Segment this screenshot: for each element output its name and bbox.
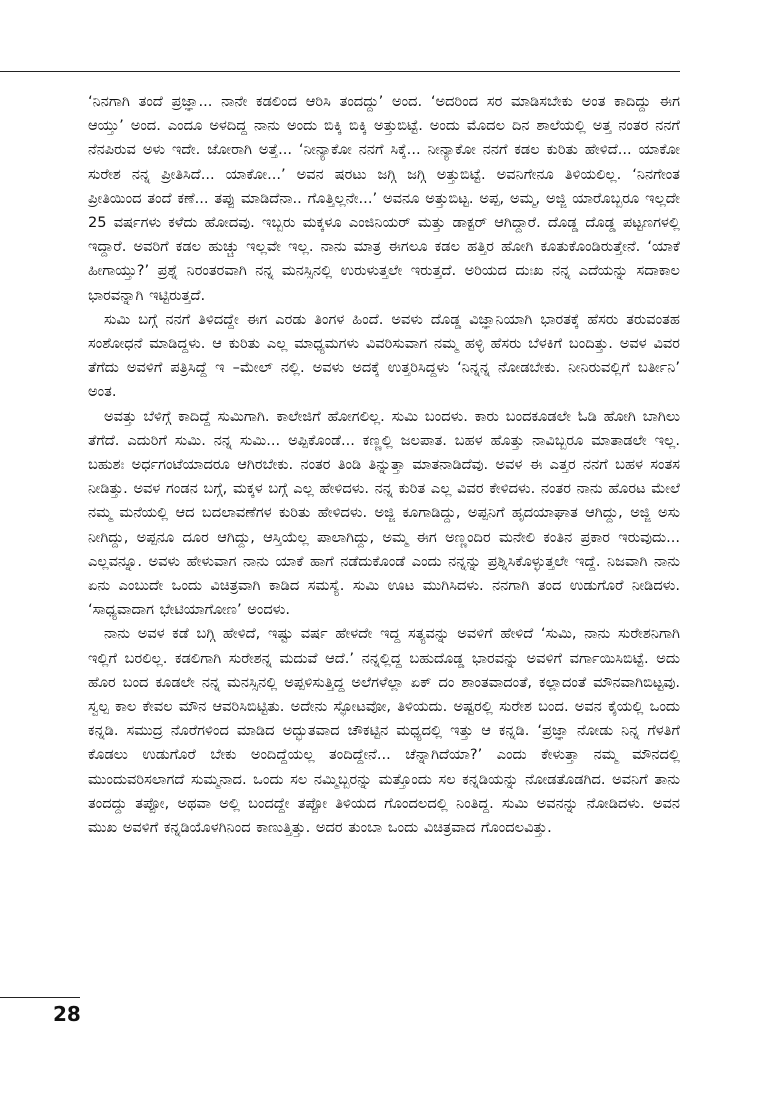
story-text [88, 90, 680, 840]
top-rule [0, 71, 680, 72]
paragraph: ‘ನಿನಗಾಗಿ ತಂದೆ ಪ್ರಜ್ಞಾ... ನಾನೇ ಕಡಲಿಂದ ಆರಿಸಿ ತಂದದ್ದು’ ಅಂದ. ‘ಅದರಿಂದ ಸರ ಮಾಡಿಸಬೇಕು ಅಂತ ಕಾದಿದ್ದು ಈಗ ಆಯ್ತು’ ಅಂದ. ಎಂದೂ ಅಳದಿದ್ದ ನಾನು ಅಂದು ಬಿಕ್ಕಿ ಬಿಕ್ಕಿ ಅತ್ತುಬಿಟ್ಟೆ. ಅಂದು ಮೊದಲ ದಿನ ಶಾಲೆಯಲ್ಲಿ ಅತ್ತ ನಂತರ ನನಗೆ ನೆನಪಿರುವ ಅಳು ಇದೇ. ಜೋರಾಗಿ ಅತ್ತೆ... ‘ನೀನ್ಯಾಕೋ ನನಗೆ ಸಿಕ್ಕೆ... ನೀನ್ಯಾಕೋ ನನಗೆ ಕಡಲ ಕುರಿತು ಹೇಳಿದೆ... ಯಾಕೋ ಸುರೇಶ ನನ್ನ ಪ್ರೀತಿಸಿದೆ... ಯಾಕೋ...’ ಅವನ ಷರಟು ಜಗ್ಗಿ ಜಗ್ಗಿ ಅತ್ತುಬಿಟ್ಟೆ. ಅವನಿಗೇನೂ ತಿಳಿಯಲಿಲ್ಲ. ‘ನಿನಗೇಂತ ಪ್ರೀತಿಯಿಂದ ತಂದೆ ಕಣೆ... ತಪ್ಪು ಮಾಡಿದೆನಾ.. ಗೊತ್ತಿಲ್ಲನೇ...’ ಅವನೂ ಅತ್ತುಬಿಟ್ಟ. ಅಪ್ಪ, ಅಮ್ಮ, ಅಜ್ಜಿ ಯಾರೊಬ್ಬರೂ ಇಲ್ಲದೇ 25 ವರ್ಷಗಳು ಕಳೆದು ಹೋದವು. ಇಬ್ಬರು ಮಕ್ಕಳೂ ಎಂಜಿನಿಯರ್ ಮತ್ತು ಡಾಕ್ಟರ್ ಆಗಿದ್ದಾರೆ. ದೊಡ್ಡ ದೊಡ್ಡ ಪಟ್ಟಣಗಳಲ್ಲಿ ಇದ್ದಾರೆ. ಅವರಿಗೆ ಕಡಲ ಹುಚ್ಚು ಇಲ್ಲವೇ ಇಲ್ಲ. ನಾನು ಮಾತ್ರ ಈಗಲೂ ಕಡಲ ಹತ್ತಿರ ಹೋಗಿ ಕೂತುಕೊಂಡಿರುತ್ತೇನೆ. ‘ಯಾಕೆ ಹೀಗಾಯ್ತು?’ ಪ್ರಶ್ನೆ ನಿರಂತರವಾಗಿ ನನ್ನ ಮನಸ್ಸಿನಲ್ಲಿ ಉರುಳುತ್ತಲೇ ಇರುತ್ತದೆ. ಅರಿಯದ ದುಃಖ ನನ್ನ ಎದೆಯನ್ನು ಸದಾಕಾಲ ಭಾರವನ್ನಾಗಿ ಇಟ್ಟಿರುತ್ತದೆ. [88, 93, 680, 304]
page-number: 28 [53, 1002, 81, 1026]
paragraph: ಅವತ್ತು ಬೆಳಿಗ್ಗೆ ಕಾದಿದ್ದೆ ಸುಮಿಗಾಗಿ. ಕಾಲೇಜಿಗೆ ಹೋಗಲಿಲ್ಲ. ಸುಮಿ ಬಂದಳು. ಕಾರು ಬಂದಕೂಡಲೇ ಓಡಿ ಹೋಗಿ ಬಾಗಿಲು ತೆಗೆದೆ. ಎದುರಿಗೆ ಸುಮಿ. ನನ್ನ ಸುಮಿ... ಅಪ್ಪಿಕೊಂಡೆ... ಕಣ್ಣಲ್ಲಿ ಜಲಪಾತ. ಬಹಳ ಹೊತ್ತು ನಾವಿಬ್ಬರೂ ಮಾತಾಡಲೇ ಇಲ್ಲ. ಬಹುಶಃ ಅರ್ಧಗಂಟೆಯಾದರೂ ಆಗಿರಬೇಕು. ನಂತರ ತಿಂಡಿ ತಿನ್ನುತ್ತಾ ಮಾತನಾಡಿದೆವು. ಅವಳ ಈ ಎತ್ತರ ನನಗೆ ಬಹಳ ಸಂತಸ ನೀಡಿತ್ತು. ಅವಳ ಗಂಡನ ಬಗ್ಗೆ, ಮಕ್ಕಳ ಬಗ್ಗೆ ಎಲ್ಲ ಹೇಳಿದಳು. ನನ್ನ ಕುರಿತ ಎಲ್ಲ ವಿವರ ಕೇಳಿದಳು. ನಂತರ ನಾನು ಹೊರಟ ಮೇಲೆ ನಮ್ಮ ಮನೆಯಲ್ಲಿ ಆದ ಬದಲಾವಣೆಗಳ ಕುರಿತು ಹೇಳಿದಳು. ಅಜ್ಜಿ ಕೂಗಾಡಿದ್ದು, ಅಪ್ಪನಿಗೆ ಹೃದಯಾಘಾತ ಆಗಿದ್ದು, ಅಜ್ಜಿ ಅಸು ನೀಗಿದ್ದು, ಅಪ್ಪನೂ ದೂರ ಆಗಿದ್ದು, ಆಸ್ತಿಯೆಲ್ಲ ಪಾಲಾಗಿದ್ದು, ಅಮ್ಮ ಈಗ ಅಣ್ಣಂದಿರ ಮನೇಲಿ ಕಂತಿನ ಪ್ರಕಾರ ಇರುವುದು... ಎಲ್ಲವನ್ನೂ. ಅವಳು ಹೇಳುವಾಗ ನಾನು ಯಾಕೆ ಹಾಗೆ ನಡೆದುಕೊಂಡೆ ಎಂದು ನನ್ನನ್ನು ಪ್ರಶ್ನಿಸಿಕೊಳ್ಳುತ್ತಲೇ ಇದ್ದೆ. ನಿಜವಾಗಿ ನಾನು ಏನು ಎಂಬುದೇ ಒಂದು ವಿಚಿತ್ರವಾಗಿ ಕಾಡಿದ ಸಮಸ್ಯೆ. ಸುಮಿ ಊಟ ಮುಗಿಸಿದಳು. ನನಗಾಗಿ ತಂದ ಉಡುಗೊರೆ ನೀಡಿದಳು. ‘ಸಾಧ್ಯವಾದಾಗ ಭೇಟಿಯಾಗೋಣ’ ಅಂದಳು. [88, 407, 680, 619]
page-number-rule [0, 997, 80, 998]
paragraph: ನಾನು ಅವಳ ಕಡೆ ಬಗ್ಗಿ ಹೇಳಿದೆ, ಇಷ್ಟು ವರ್ಷ ಹೇಳದೇ ಇದ್ದ ಸತ್ಯವನ್ನು ಅವಳಿಗೆ ಹೇಳಿದೆ ‘ಸುಮಿ, ನಾನು ಸುರೇಶನಿಗಾಗಿ ಇಲ್ಲಿಗೆ ಬರಲಿಲ್ಲ. ಕಡಲಿಗಾಗಿ ಸುರೇಶನ್ನ ಮದುವೆ ಆದೆ.’ ನನ್ನಲ್ಲಿದ್ದ ಬಹುದೊಡ್ಡ ಭಾರವನ್ನು ಅವಳಿಗೆ ವರ್ಗಾಯಿಸಿಬಿಟ್ಟೆ. ಅದು ಹೊರ ಬಂದ ಕೂಡಲೇ ನನ್ನ ಮನಸ್ಸಿನಲ್ಲಿ ಅಪ್ಪಳಿಸುತ್ತಿದ್ದ ಅಲೆಗಳೆಲ್ಲಾ ಏಕ್ ದಂ ಶಾಂತವಾದಂತೆ, ಕಲ್ಲಾದಂತೆ ಮೌನವಾಗಿಬಿಟ್ಟವು. ಸ್ವಲ್ಪ ಕಾಲ ಕೇವಲ ಮೌನ ಆವರಿಸಿಬಿಟ್ಟಿತು. ಅದೇನು ಸ್ಫೋಟವೋ, ತಿಳಿಯದು. ಅಷ್ಟರಲ್ಲಿ ಸುರೇಶ ಬಂದ. ಅವನ ಕೈಯಲ್ಲಿ ಒಂದು ಕನ್ನಡಿ. ಸಮುದ್ರ ನೊರೆಗಳಿಂದ ಮಾಡಿದ ಅದ್ಭುತವಾದ ಚೌಕಟ್ಟಿನ ಮಧ್ಯದಲ್ಲಿ ಇತ್ತು ಆ ಕನ್ನಡಿ. ‘ಪ್ರಜ್ಞಾ ನೋಡು ನಿನ್ನ ಗೆಳತಿಗೆ ಕೊಡಲು ಉಡುಗೊರೆ ಬೇಕು ಅಂದಿದ್ದೆಯಲ್ಲ ತಂದಿದ್ದೇನೆ... ಚೆನ್ನಾಗಿದೆಯಾ?’ ಎಂದು ಕೇಳುತ್ತಾ ನಮ್ಮ ಮೌನದಲ್ಲಿ ಮುಂದುವರಿಸಲಾಗದೆ ಸುಮ್ಮನಾದ. ಒಂದು ಸಲ ನಮ್ಮಿಬ್ಬರನ್ನು ಮತ್ತೊಂದು ಸಲ ಕನ್ನಡಿಯನ್ನು ನೋಡತೊಡಗಿದ. ಅವನಿಗೆ ತಾನು ತಂದದ್ದು ತಪ್ಪೋ, ಅಥವಾ ಅಲ್ಲಿ ಬಂದದ್ದೇ ತಪ್ಪೋ ತಿಳಿಯದ ಗೊಂದಲದಲ್ಲಿ ನಿಂತಿದ್ದ. ಸುಮಿ ಅವನನ್ನು ನೋಡಿದಳು. ಅವನ ಮುಖ ಅವಳಿಗೆ ಕನ್ನಡಿಯೊಳಗಿನಿಂದ ಕಾಣುತ್ತಿತ್ತು. ಅದರ ತುಂಬಾ ಒಂದು ವಿಚಿತ್ರವಾದ ಗೊಂದಲವಿತ್ತು. [88, 625, 680, 837]
paragraph: ಸುಮಿ ಬಗ್ಗೆ ನನಗೆ ತಿಳಿದದ್ದೇ ಈಗ ಎರಡು ತಿಂಗಳ ಹಿಂದೆ. ಅವಳು ದೊಡ್ಡ ವಿಜ್ಞಾನಿಯಾಗಿ ಭಾರತಕ್ಕೆ ಹೆಸರು ತರುವಂತಹ ಸಂಶೋಧನೆ ಮಾಡಿದ್ದಳು. ಆ ಕುರಿತು ಎಲ್ಲ ಮಾಧ್ಯಮಗಳು ವಿವರಿಸುವಾಗ ನಮ್ಮ ಹಳ್ಳಿ ಹೆಸರು ಬೆಳಕಿಗೆ ಬಂದಿತ್ತು. ಅವಳ ವಿವರ ತೆಗೆದು ಅವಳಿಗೆ ಪತ್ರಿಸಿದ್ದೆ ಇ –ಮೇಲ್ ನಲ್ಲಿ. ಅವಳು ಅದಕ್ಕೆ ಉತ್ತರಿಸಿದ್ದಳು ‘ನಿನ್ನನ್ನ ನೋಡಬೇಕು. ನೀನಿರುವಲ್ಲಿಗೆ ಬರ್ತೀನಿ’ ಅಂತ. [88, 310, 680, 401]
